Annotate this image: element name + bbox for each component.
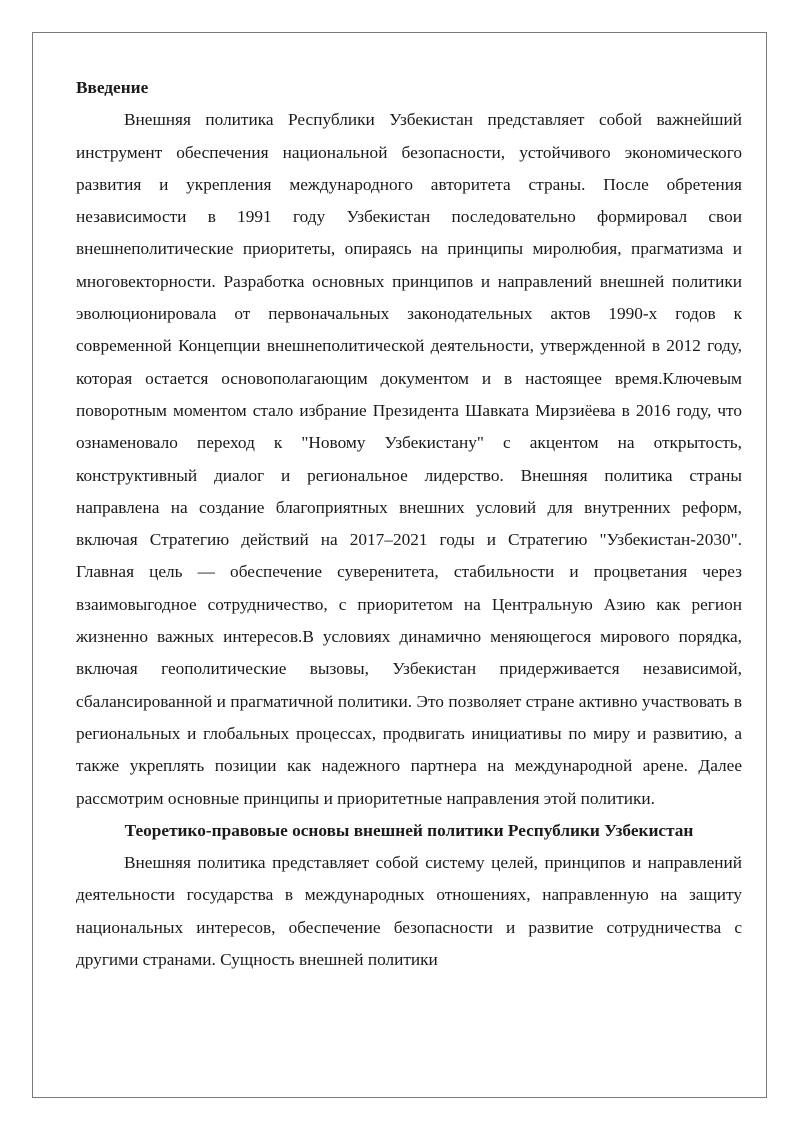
document-body [76,72,742,976]
section-paragraph: Внешняя политика представляет собой систему целей, принципов и направлений деятельности государства в международных отношениях, направленную на защиту национальных интересов, обеспечение безопасности и развитие сотрудничества с другими странами. Сущность внешней политики [76,853,742,970]
section-heading: Теоретико-правовые основы внешней политики Республики Узбекистан [124,820,694,840]
intro-heading: Введение [76,78,149,97]
intro-paragraph: Внешняя политика Республики Узбекистан представляет собой важнейший инструмент обеспечения национальной безопасности, устойчивого экономического развития и укрепления международного авторитета страны. После обретения независимости в 1991 году Узбекистан последовательно формировал свои внешнеполитические приоритеты, опираясь на принципы миролюбия, прагматизма и многовекторности. Разработка основных принципов и направлений внешней политики эволюционировала от первоначальных законодательных актов 1990-х годов к современной Концепции внешнеполитической деятельности, утвержденной в 2012 году, которая остается основополагающим документом и в настоящее время.Ключевым поворотным моментом стало избрание Президента Шавката Мирзиёева в 2016 году, что ознаменовало переход к "Новому Узбекистану" с акцентом на открытость, конструктивный диалог и региональное лидерство. Внешняя политика страны направлена на создание благоприятных внешних условий для внутренних реформ, включая Стратегию действий на 2017–2021 годы и Стратегию "Узбекистан-2030". Главная цель — обеспечение суверенитета, стабильности и процветания через взаимовыгодное сотрудничество, с приоритетом на Центральную Азию как регион жизненно важных интересов.В условиях динамично меняющегося мирового порядка, включая геополитические вызовы, Узбекистан придерживается независимой, сбалансированной и прагматичной политики. Это позволяет стране активно участвовать в региональных и глобальных процессах, продвигать инициативы по миру и развитию, а также укреплять позиции как надежного партнера на международной арене. Далее рассмотрим основные принципы и приоритетные направления этой политики. [76,110,742,808]
